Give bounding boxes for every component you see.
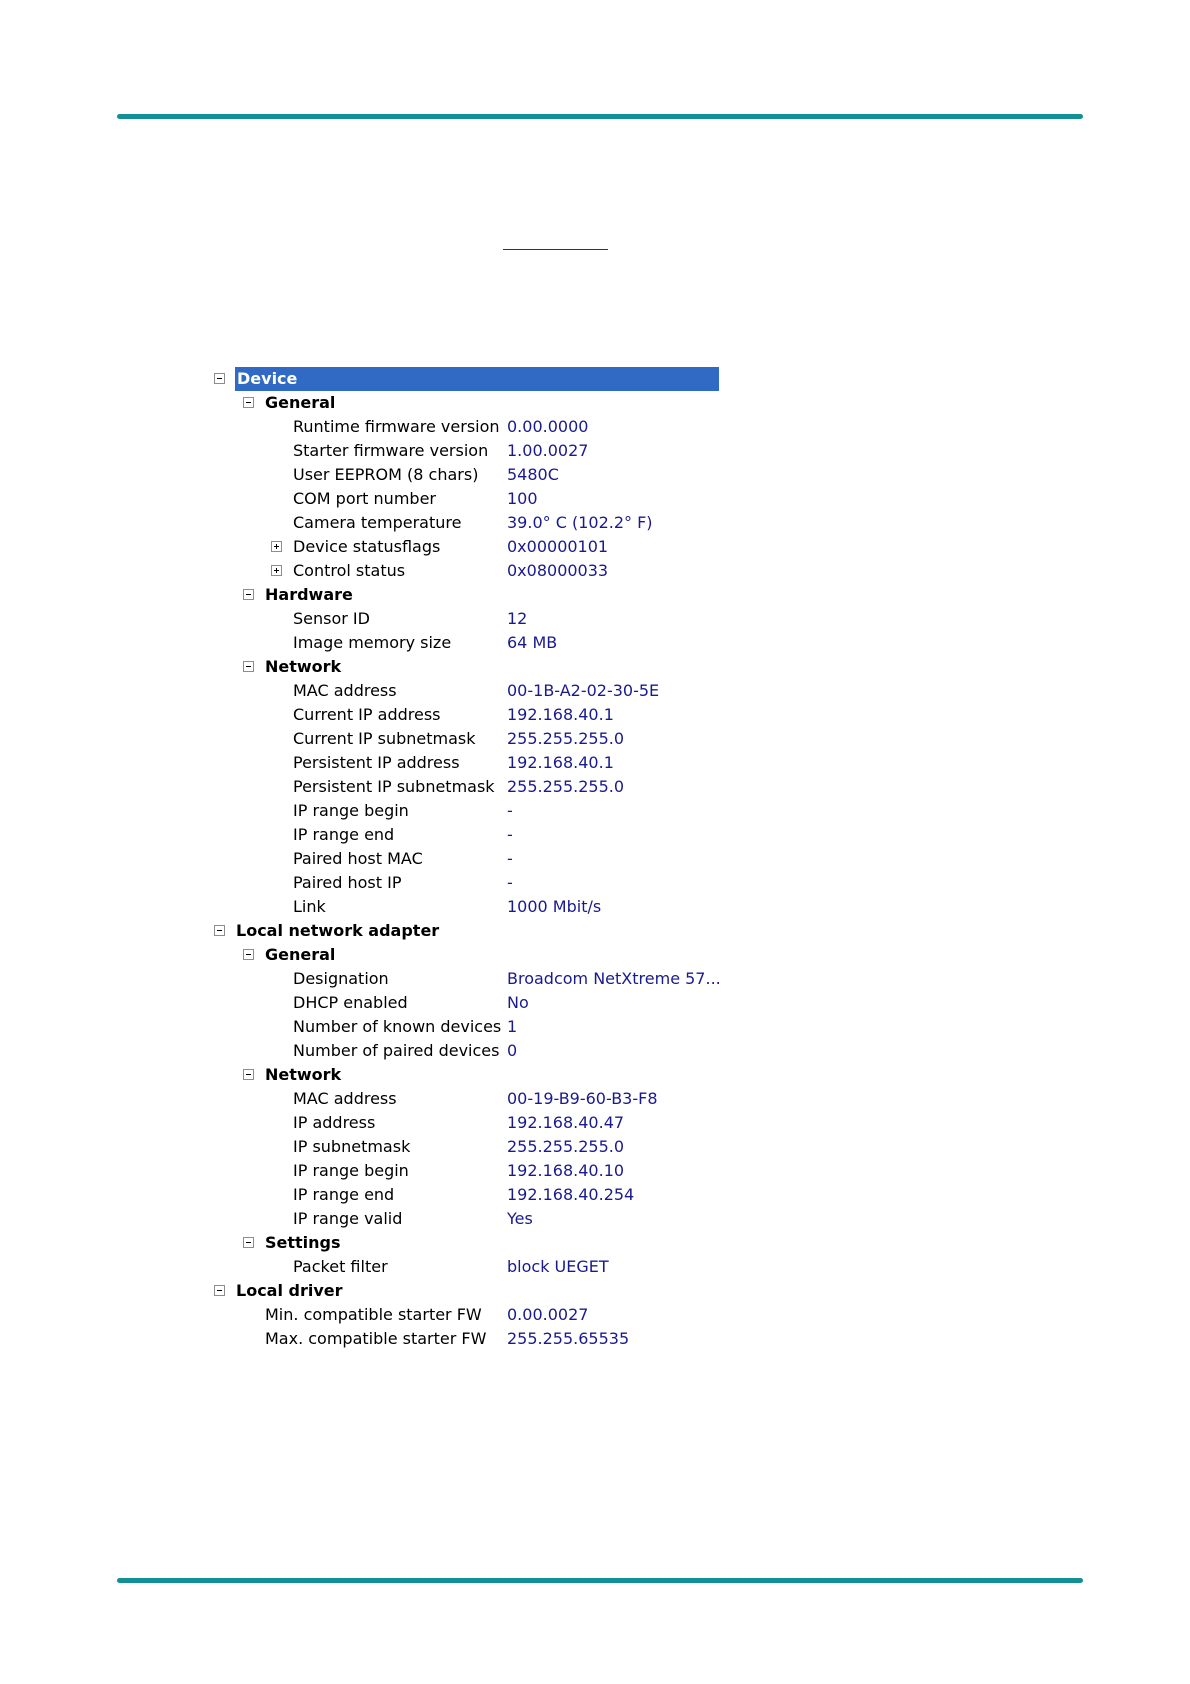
property-row[interactable] — [0, 1111, 1190, 1135]
property-row[interactable] — [0, 1183, 1190, 1207]
node-label: Local driver — [236, 1281, 343, 1300]
property-value: 192.168.40.1 — [507, 705, 614, 724]
node-label: Local network adapter — [236, 921, 440, 940]
property-value: Yes — [507, 1209, 533, 1228]
footer-rule — [117, 1578, 1083, 1583]
property-value: - — [507, 849, 513, 868]
node-label: Network — [265, 657, 342, 676]
property-row[interactable] — [0, 415, 1190, 439]
collapse-icon[interactable] — [243, 661, 254, 672]
property-row[interactable] — [0, 1255, 1190, 1279]
property-value: 100 — [507, 489, 538, 508]
property-value: 12 — [507, 609, 528, 628]
tree-node-local-network-adapter[interactable] — [0, 919, 1190, 943]
property-row[interactable] — [0, 439, 1190, 463]
node-label: Settings — [265, 1233, 341, 1252]
property-label: Paired host MAC — [293, 849, 423, 868]
property-value: Broadcom NetXtreme 57... — [507, 969, 721, 988]
property-row[interactable] — [0, 511, 1190, 535]
property-value: 00-1B-A2-02-30-5E — [507, 681, 660, 700]
property-row[interactable] — [0, 607, 1190, 631]
property-row[interactable] — [0, 799, 1190, 823]
property-value: 255.255.255.0 — [507, 1137, 625, 1156]
property-row[interactable] — [0, 847, 1190, 871]
property-value: 0 — [507, 1041, 518, 1060]
property-row-control-status[interactable] — [0, 559, 1190, 583]
collapse-icon[interactable] — [243, 949, 254, 960]
tree-node-device-network[interactable] — [0, 655, 1190, 679]
property-label: Current IP subnetmask — [293, 729, 476, 748]
property-value: 64 MB — [507, 633, 558, 652]
property-value: - — [507, 873, 513, 892]
property-row[interactable] — [0, 1087, 1190, 1111]
property-label: DHCP enabled — [293, 993, 408, 1012]
collapse-icon[interactable] — [214, 1285, 225, 1296]
property-row-statusflags[interactable] — [0, 535, 1190, 559]
property-row[interactable] — [0, 727, 1190, 751]
property-label: Control status — [293, 561, 406, 580]
property-label: IP range end — [293, 1185, 395, 1204]
property-label: Sensor ID — [293, 609, 370, 628]
property-value: 0x00000101 — [507, 537, 609, 556]
property-label: Number of known devices — [293, 1017, 502, 1036]
underline-divider — [503, 249, 608, 250]
collapse-icon[interactable] — [214, 925, 225, 936]
property-value: No — [507, 993, 529, 1012]
node-label: General — [265, 945, 336, 964]
property-row[interactable] — [0, 967, 1190, 991]
property-row[interactable] — [0, 1135, 1190, 1159]
property-label: IP range end — [293, 825, 395, 844]
property-row[interactable] — [0, 463, 1190, 487]
node-label: General — [265, 393, 336, 412]
property-value: 0.00.0000 — [507, 417, 589, 436]
property-label: Persistent IP subnetmask — [293, 777, 495, 796]
tree-node-device-hardware[interactable] — [0, 583, 1190, 607]
property-label: Number of paired devices — [293, 1041, 500, 1060]
node-label: Hardware — [265, 585, 353, 604]
property-label: IP range begin — [293, 801, 409, 820]
property-row[interactable] — [0, 823, 1190, 847]
property-value: block UEGET — [507, 1257, 609, 1276]
property-value: - — [507, 825, 513, 844]
tree-node-device-general[interactable] — [0, 391, 1190, 415]
property-value: 192.168.40.254 — [507, 1185, 635, 1204]
tree-node-adapter-general[interactable] — [0, 943, 1190, 967]
property-value: 1.00.0027 — [507, 441, 589, 460]
property-row[interactable] — [0, 1303, 1190, 1327]
property-label: Image memory size — [293, 633, 452, 652]
node-label: Device — [235, 367, 719, 391]
tree-node-adapter-network[interactable] — [0, 1063, 1190, 1087]
property-value: 1 — [507, 1017, 518, 1036]
property-value: 0.00.0027 — [507, 1305, 589, 1324]
property-row[interactable] — [0, 679, 1190, 703]
property-row[interactable] — [0, 487, 1190, 511]
collapse-icon[interactable] — [243, 1069, 254, 1080]
property-value: 5480C — [507, 465, 559, 484]
property-row[interactable] — [0, 1015, 1190, 1039]
property-label: IP range begin — [293, 1161, 409, 1180]
property-label: Min. compatible starter FW — [265, 1305, 482, 1324]
collapse-icon[interactable] — [214, 373, 225, 384]
expand-icon[interactable] — [271, 565, 282, 576]
property-row[interactable] — [0, 871, 1190, 895]
tree-node-local-driver[interactable] — [0, 1279, 1190, 1303]
property-value: 192.168.40.10 — [507, 1161, 625, 1180]
property-value: 39.0° C (102.2° F) — [507, 513, 653, 532]
property-label: Designation — [293, 969, 389, 988]
property-row[interactable] — [0, 1159, 1190, 1183]
property-row[interactable] — [0, 1327, 1190, 1351]
property-label: Camera temperature — [293, 513, 462, 532]
property-row[interactable] — [0, 1207, 1190, 1231]
property-row[interactable] — [0, 631, 1190, 655]
property-value: 0x08000033 — [507, 561, 609, 580]
collapse-icon[interactable] — [243, 589, 254, 600]
expand-icon[interactable] — [271, 541, 282, 552]
property-label: IP range valid — [293, 1209, 403, 1228]
property-value: 255.255.255.0 — [507, 777, 625, 796]
property-label: COM port number — [293, 489, 436, 508]
header-rule — [117, 114, 1083, 119]
property-value: 192.168.40.1 — [507, 753, 614, 772]
property-label: User EEPROM (8 chars) — [293, 465, 479, 484]
property-label: Link — [293, 897, 326, 916]
property-row[interactable] — [0, 775, 1190, 799]
property-label: IP subnetmask — [293, 1137, 411, 1156]
property-value: 255.255.65535 — [507, 1329, 630, 1348]
property-label: MAC address — [293, 681, 397, 700]
property-label: MAC address — [293, 1089, 397, 1108]
property-label: Device statusflags — [293, 537, 441, 556]
collapse-icon[interactable] — [243, 397, 254, 408]
property-value: 255.255.255.0 — [507, 729, 625, 748]
property-value: 1000 Mbit/s — [507, 897, 602, 916]
collapse-icon[interactable] — [243, 1237, 254, 1248]
property-label: Packet filter — [293, 1257, 388, 1276]
tree-node-adapter-settings[interactable] — [0, 1231, 1190, 1255]
property-label: Current IP address — [293, 705, 441, 724]
tree-node-device[interactable] — [0, 367, 1190, 391]
property-label: Paired host IP — [293, 873, 402, 892]
property-row[interactable] — [0, 1039, 1190, 1063]
property-label: IP address — [293, 1113, 376, 1132]
property-label: Starter firmware version — [293, 441, 489, 460]
property-value: 192.168.40.47 — [507, 1113, 625, 1132]
property-value: - — [507, 801, 513, 820]
device-property-tree — [0, 367, 1190, 1351]
property-row[interactable] — [0, 751, 1190, 775]
property-row[interactable] — [0, 991, 1190, 1015]
property-label: Runtime firmware version — [293, 417, 500, 436]
property-label: Max. compatible starter FW — [265, 1329, 487, 1348]
property-row[interactable] — [0, 703, 1190, 727]
node-label: Network — [265, 1065, 342, 1084]
property-value: 00-19-B9-60-B3-F8 — [507, 1089, 658, 1108]
property-label: Persistent IP address — [293, 753, 460, 772]
property-row[interactable] — [0, 895, 1190, 919]
